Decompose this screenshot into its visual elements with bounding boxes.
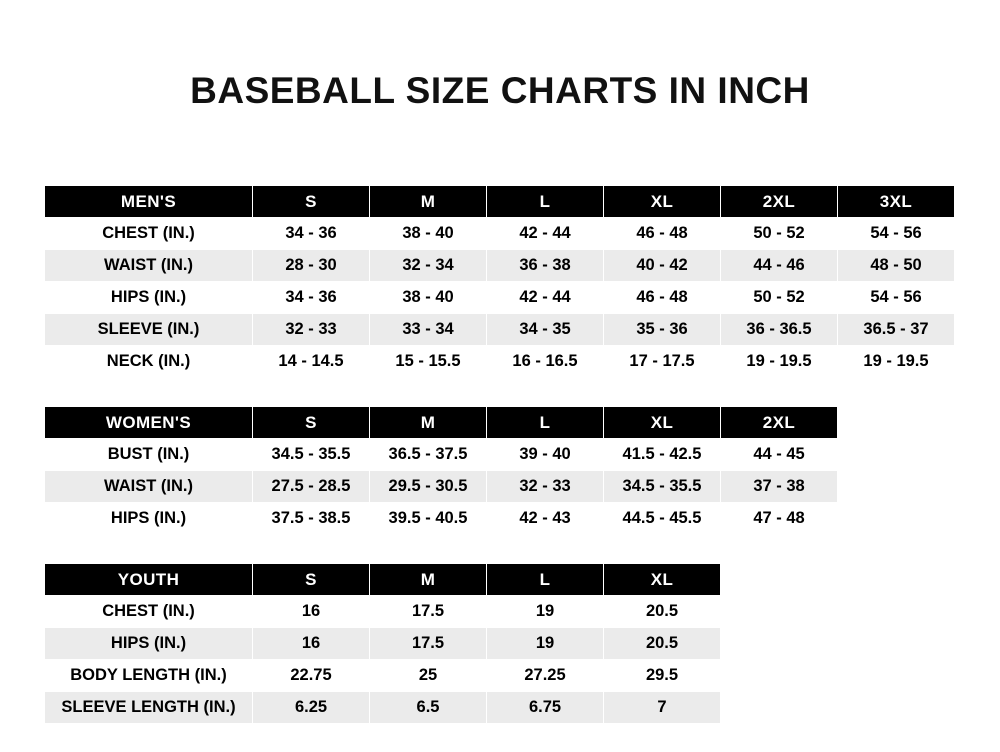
table-header-size: 2XL [721, 186, 838, 218]
youth-size-table [44, 563, 721, 724]
measurement-label: NECK (IN.) [45, 346, 253, 378]
measurement-value: 34.5 - 35.5 [253, 439, 370, 471]
table-header-size: L [487, 564, 604, 596]
measurement-label: BUST (IN.) [45, 439, 253, 471]
table-header-size: XL [604, 407, 721, 439]
measurement-value: 36 - 36.5 [721, 314, 838, 346]
measurement-value: 39 - 40 [487, 439, 604, 471]
table-row [45, 503, 838, 535]
measurement-value: 34.5 - 35.5 [604, 471, 721, 503]
measurement-value: 16 - 16.5 [487, 346, 604, 378]
measurement-value: 6.5 [370, 692, 487, 724]
table-row [45, 439, 838, 471]
measurement-label: SLEEVE LENGTH (IN.) [45, 692, 253, 724]
table-header-size: XL [604, 186, 721, 218]
table-header-size: M [370, 564, 487, 596]
table-header-row [45, 407, 838, 439]
table-header-size: L [487, 186, 604, 218]
measurement-value: 47 - 48 [721, 503, 838, 535]
measurement-value: 35 - 36 [604, 314, 721, 346]
measurement-value: 41.5 - 42.5 [604, 439, 721, 471]
measurement-value: 19 [487, 596, 604, 628]
table-row [45, 692, 721, 724]
measurement-label: HIPS (IN.) [45, 503, 253, 535]
measurement-label: SLEEVE (IN.) [45, 314, 253, 346]
measurement-value: 19 [487, 628, 604, 660]
measurement-value: 19 - 19.5 [721, 346, 838, 378]
table-header-category: MEN'S [45, 186, 253, 218]
measurement-label: HIPS (IN.) [45, 282, 253, 314]
measurement-value: 54 - 56 [838, 282, 955, 314]
table-row [45, 314, 955, 346]
table-header-size: 2XL [721, 407, 838, 439]
measurement-value: 14 - 14.5 [253, 346, 370, 378]
table-row [45, 660, 721, 692]
measurement-value: 32 - 33 [487, 471, 604, 503]
measurement-value: 15 - 15.5 [370, 346, 487, 378]
measurement-label: CHEST (IN.) [45, 218, 253, 250]
measurement-value: 44 - 45 [721, 439, 838, 471]
measurement-value: 50 - 52 [721, 218, 838, 250]
measurement-value: 42 - 44 [487, 282, 604, 314]
measurement-value: 46 - 48 [604, 218, 721, 250]
measurement-label: WAIST (IN.) [45, 250, 253, 282]
measurement-value: 22.75 [253, 660, 370, 692]
measurement-value: 6.25 [253, 692, 370, 724]
measurement-value: 27.5 - 28.5 [253, 471, 370, 503]
table-header-size: S [253, 407, 370, 439]
measurement-value: 17.5 [370, 596, 487, 628]
measurement-value: 42 - 44 [487, 218, 604, 250]
measurement-value: 29.5 [604, 660, 721, 692]
measurement-value: 48 - 50 [838, 250, 955, 282]
measurement-value: 36.5 - 37.5 [370, 439, 487, 471]
measurement-value: 32 - 34 [370, 250, 487, 282]
measurement-value: 16 [253, 628, 370, 660]
measurement-value: 33 - 34 [370, 314, 487, 346]
table-header-category: YOUTH [45, 564, 253, 596]
tables-container [44, 185, 956, 752]
table-header-category: WOMEN'S [45, 407, 253, 439]
measurement-value: 28 - 30 [253, 250, 370, 282]
table-row [45, 628, 721, 660]
measurement-value: 39.5 - 40.5 [370, 503, 487, 535]
measurement-value: 20.5 [604, 628, 721, 660]
measurement-value: 54 - 56 [838, 218, 955, 250]
measurement-value: 34 - 36 [253, 282, 370, 314]
table-header-size: S [253, 564, 370, 596]
measurement-value: 29.5 - 30.5 [370, 471, 487, 503]
measurement-value: 50 - 52 [721, 282, 838, 314]
measurement-value: 34 - 36 [253, 218, 370, 250]
page-title: BASEBALL SIZE CHARTS IN INCH [190, 70, 810, 111]
measurement-value: 7 [604, 692, 721, 724]
table-header-size: M [370, 407, 487, 439]
measurement-label: WAIST (IN.) [45, 471, 253, 503]
mens-size-table [44, 185, 955, 378]
measurement-label: BODY LENGTH (IN.) [45, 660, 253, 692]
measurement-value: 34 - 35 [487, 314, 604, 346]
table-row [45, 596, 721, 628]
measurement-value: 42 - 43 [487, 503, 604, 535]
table-row [45, 346, 955, 378]
measurement-value: 38 - 40 [370, 218, 487, 250]
measurement-value: 36 - 38 [487, 250, 604, 282]
table-header-row [45, 564, 721, 596]
measurement-value: 37 - 38 [721, 471, 838, 503]
measurement-value: 38 - 40 [370, 282, 487, 314]
measurement-value: 27.25 [487, 660, 604, 692]
womens-size-table [44, 406, 838, 535]
measurement-value: 19 - 19.5 [838, 346, 955, 378]
measurement-label: HIPS (IN.) [45, 628, 253, 660]
table-row [45, 250, 955, 282]
table-header-size: L [487, 407, 604, 439]
table-header-size: 3XL [838, 186, 955, 218]
table-header-size: XL [604, 564, 721, 596]
measurement-value: 20.5 [604, 596, 721, 628]
table-row [45, 282, 955, 314]
table-row [45, 218, 955, 250]
measurement-value: 40 - 42 [604, 250, 721, 282]
table-header-size: M [370, 186, 487, 218]
measurement-value: 16 [253, 596, 370, 628]
measurement-value: 17.5 [370, 628, 487, 660]
measurement-label: CHEST (IN.) [45, 596, 253, 628]
measurement-value: 25 [370, 660, 487, 692]
measurement-value: 17 - 17.5 [604, 346, 721, 378]
table-row [45, 471, 838, 503]
measurement-value: 37.5 - 38.5 [253, 503, 370, 535]
measurement-value: 36.5 - 37 [838, 314, 955, 346]
table-header-row [45, 186, 955, 218]
measurement-value: 44.5 - 45.5 [604, 503, 721, 535]
measurement-value: 6.75 [487, 692, 604, 724]
measurement-value: 44 - 46 [721, 250, 838, 282]
measurement-value: 32 - 33 [253, 314, 370, 346]
measurement-value: 46 - 48 [604, 282, 721, 314]
table-header-size: S [253, 186, 370, 218]
